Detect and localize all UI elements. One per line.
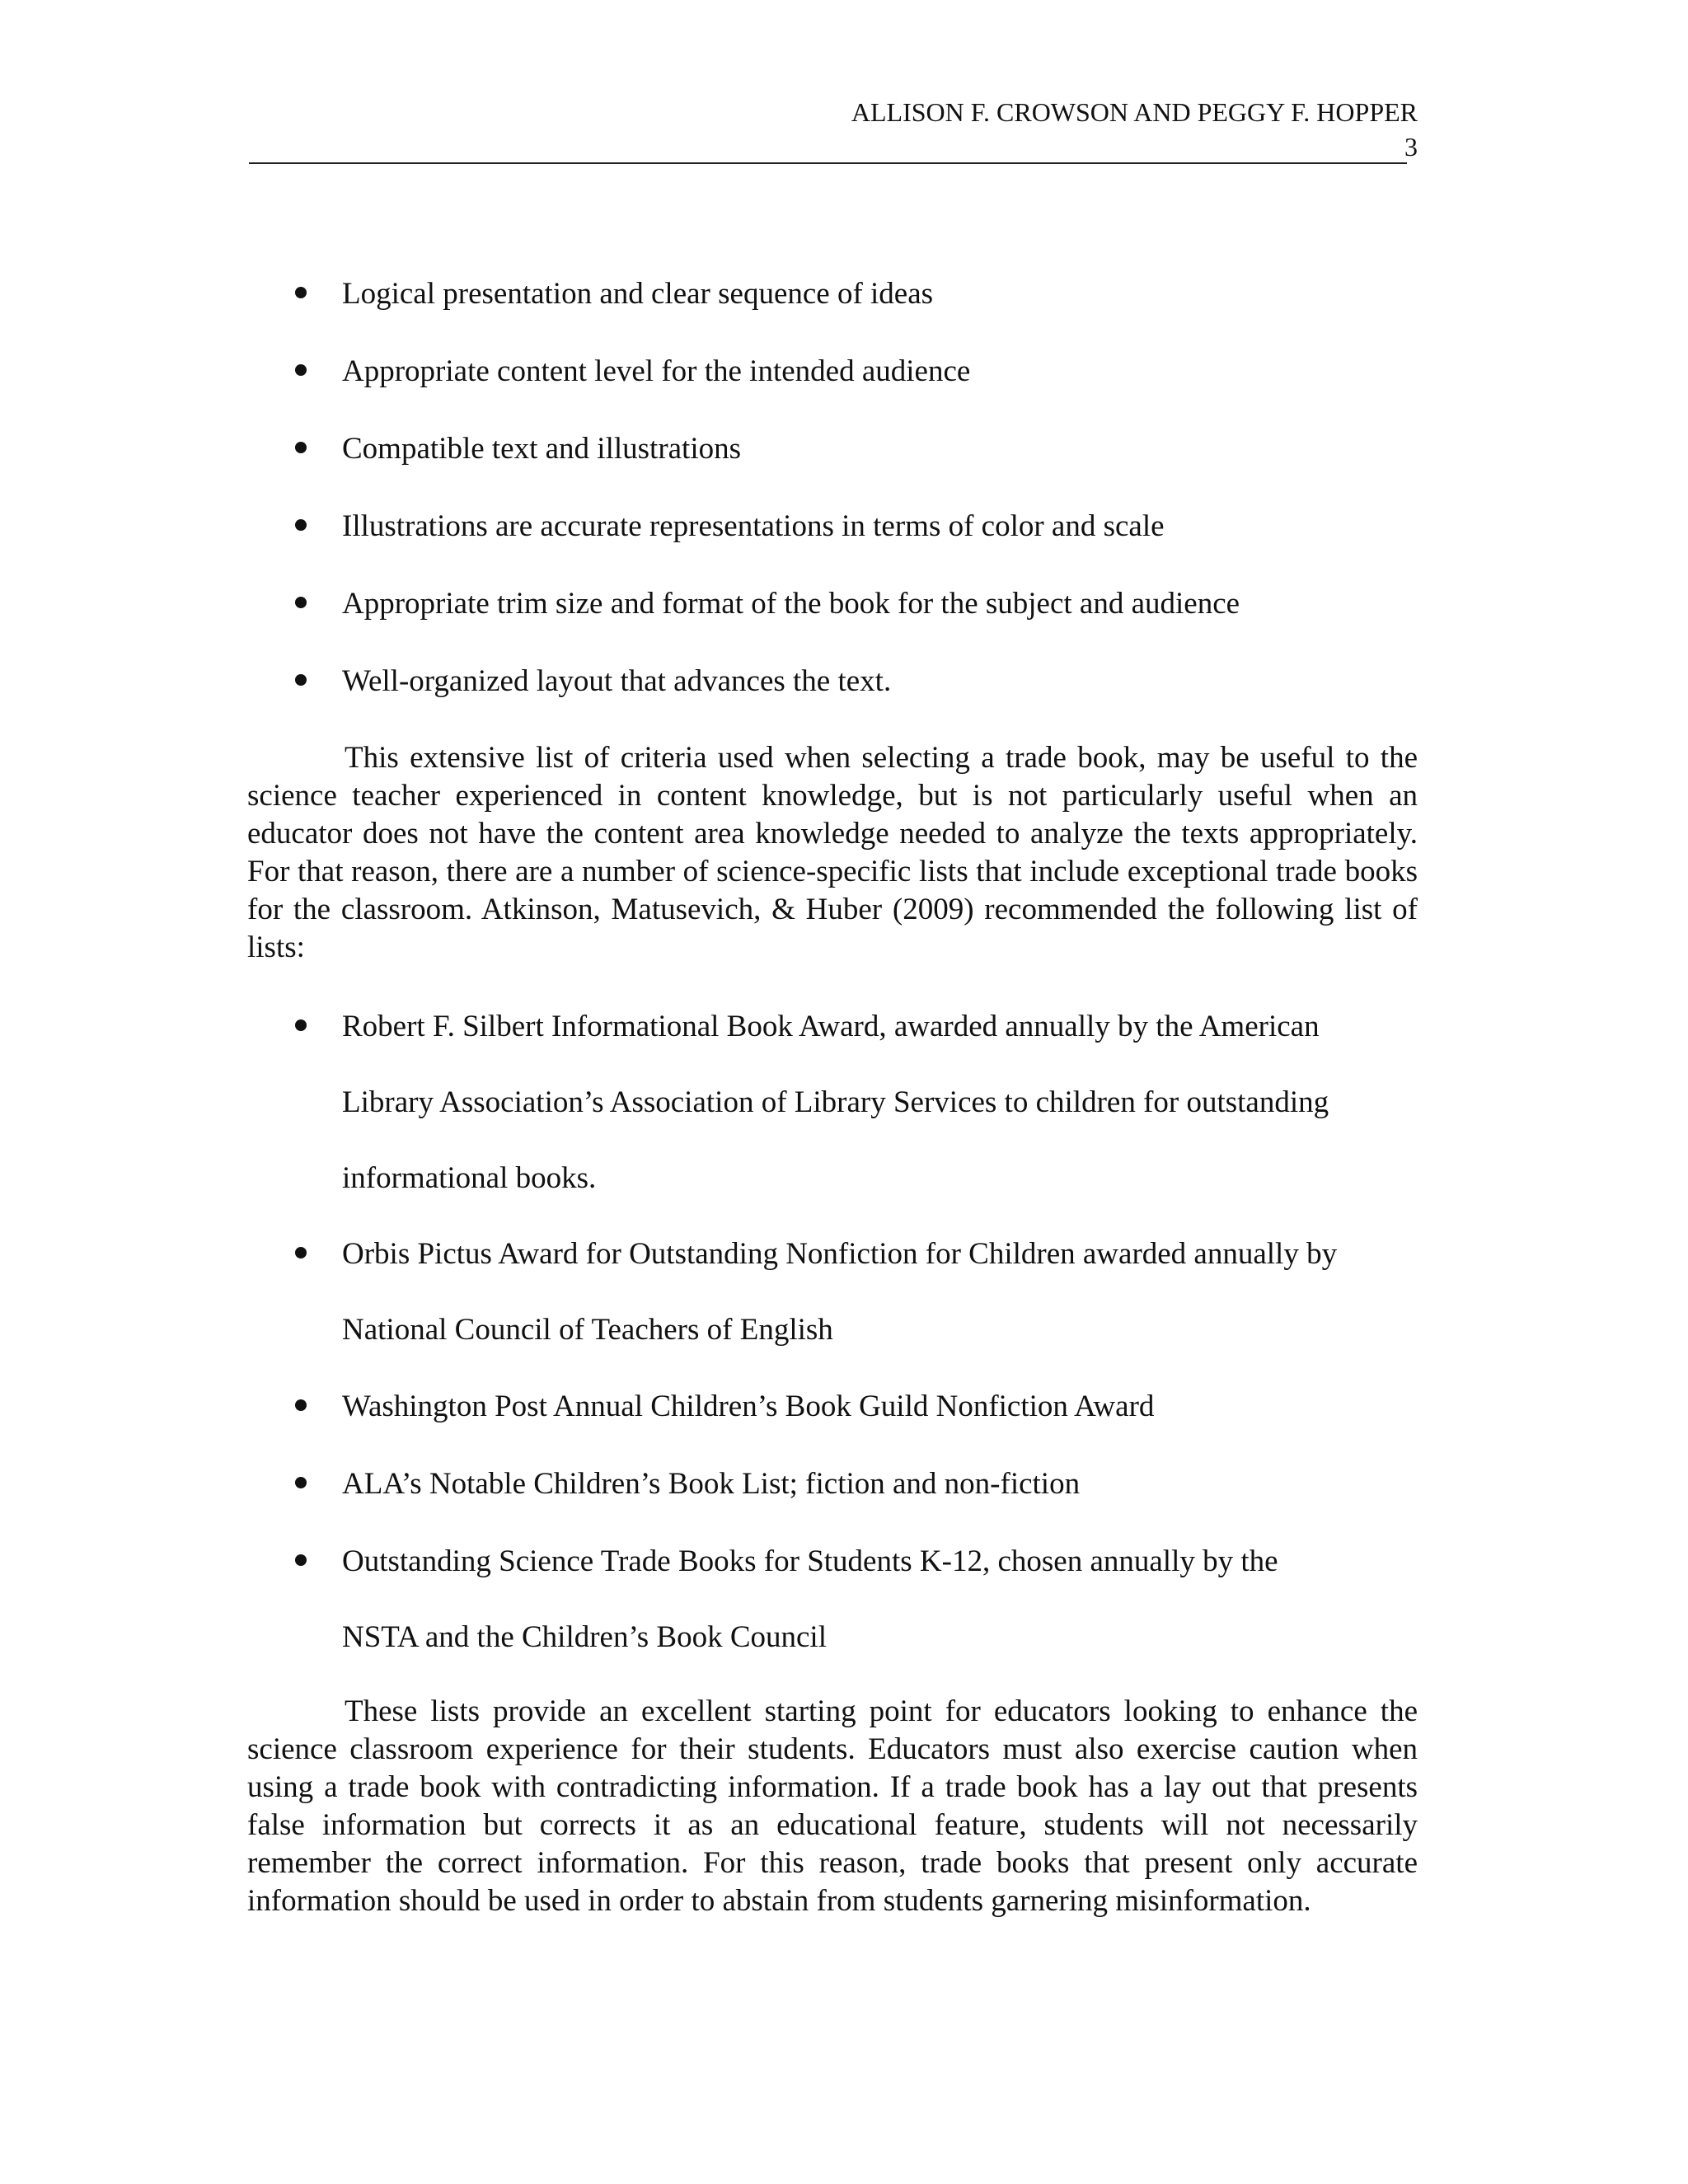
list-item-line: informational books. — [342, 1161, 597, 1195]
bullet-icon — [293, 1017, 311, 1035]
list-item-line: Washington Post Annual Children’s Book Guild Nonfiction Award — [342, 1390, 1155, 1423]
bullet-icon — [293, 362, 311, 380]
criteria-item: Appropriate content level for the intended audience — [342, 354, 971, 388]
list-item-line: Library Association’s Association of Library Services to children for outstanding — [342, 1085, 1329, 1119]
list-item-line: NSTA and the Children’s Book Council — [342, 1620, 827, 1654]
bullet-icon — [293, 1397, 311, 1415]
criteria-item: Appropriate trim size and format of the book for the subject and audience — [342, 587, 1240, 621]
criteria-item: Logical presentation and clear sequence of ideas — [342, 277, 934, 311]
list-item-line: National Council of Teachers of English — [342, 1313, 833, 1347]
list-item-line: ALA’s Notable Children’s Book List; fiction and non-fiction — [342, 1467, 1081, 1501]
bullet-icon — [293, 517, 311, 535]
bullet-icon — [293, 1552, 311, 1570]
body-paragraph: These lists provide an excellent starting point for educators looking to enhance the science classroom experience for their students. Educators must also exercise caution when using a trade book with contradicting information. If a trade book has a lay out that presents false information but corrects it as an educational feature, students will not necessarily remember the correct information. For this reason, trade books that present only accurate information should be used in order to abstain from students garnering misinformation. — [247, 1694, 1418, 1918]
criteria-item: Compatible text and illustrations — [342, 432, 742, 466]
bullet-icon — [293, 1244, 311, 1263]
bullet-icon — [293, 672, 311, 690]
bullet-icon — [293, 439, 311, 457]
bullet-icon — [293, 1474, 311, 1493]
list-item-line: Robert F. Silbert Informational Book Award, awarded annually by the American — [342, 1010, 1320, 1043]
body-paragraph: This extensive list of criteria used when selecting a trade book, may be useful to the science teacher experienced in content knowledge, but is not particularly useful when an educator does not have the content area knowledge needed to analyze the texts appropriately. For that reason, there are a number of science-specific lists that include exceptional trade books for the classroom. Atkinson, Matusevich, & Huber (2009) recommended the following list of lists: — [247, 741, 1418, 964]
page-number: 3 — [1404, 132, 1418, 162]
bullet-icon — [293, 284, 311, 302]
header-rule — [249, 162, 1407, 164]
criteria-item: Well-organized layout that advances the text. — [342, 664, 892, 698]
list-item-line: Outstanding Science Trade Books for Students K-12, chosen annually by the — [342, 1544, 1278, 1578]
bullet-icon — [293, 594, 311, 612]
list-item-line: Orbis Pictus Award for Outstanding Nonfiction for Children awarded annually by — [342, 1237, 1338, 1271]
criteria-item: Illustrations are accurate representations in terms of color and scale — [342, 509, 1165, 543]
running-header: ALLISON F. CROWSON AND PEGGY F. HOPPER — [851, 97, 1418, 127]
